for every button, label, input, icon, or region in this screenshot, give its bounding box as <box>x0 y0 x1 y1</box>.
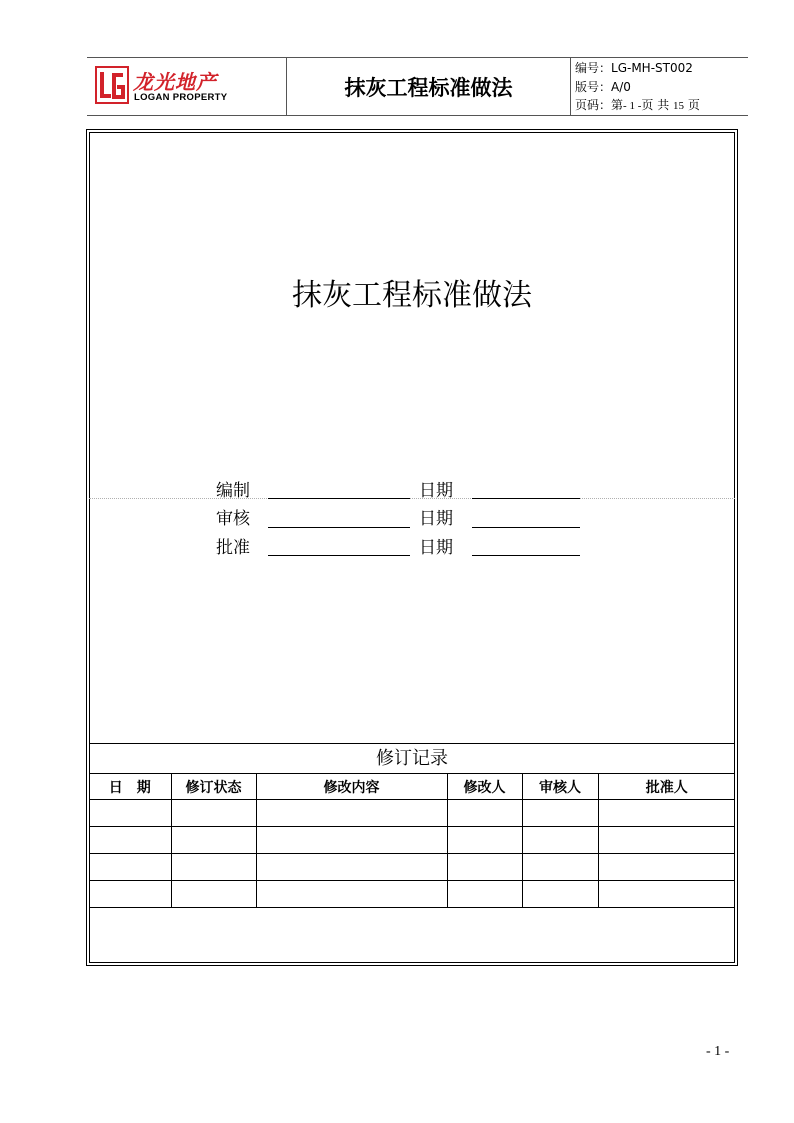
table-cell[interactable] <box>522 827 598 854</box>
table-cell[interactable] <box>171 800 256 827</box>
col-reviewed-by: 审核人 <box>522 774 598 800</box>
doc-page-label: 页码： <box>575 98 612 112</box>
table-cell[interactable] <box>256 827 447 854</box>
table-cell[interactable] <box>447 800 522 827</box>
page-current: - 1 - <box>623 100 642 112</box>
col-change-content: 修改内容 <box>256 774 447 800</box>
company-logo <box>87 58 287 115</box>
table-row <box>89 881 735 908</box>
logo-english-name: LOGAN PROPERTY <box>134 92 228 103</box>
approved-date-label: 日期 <box>419 538 453 558</box>
reviewed-date-line[interactable] <box>472 527 580 528</box>
page-mid: 页 <box>641 98 654 112</box>
doc-code-label: 编号： <box>575 61 612 75</box>
table-cell[interactable] <box>598 827 735 854</box>
table-cell[interactable] <box>256 800 447 827</box>
prepared-by-label: 编制 <box>216 481 250 501</box>
header-title: 抹灰工程标准做法 <box>287 58 571 115</box>
doc-version-value: A/0 <box>611 79 631 94</box>
col-modified-by: 修改人 <box>447 774 522 800</box>
logan-logo-icon <box>95 66 129 104</box>
table-row <box>89 800 735 827</box>
table-cell[interactable] <box>447 881 522 908</box>
table-cell[interactable] <box>171 881 256 908</box>
reviewed-date-label: 日期 <box>419 509 453 529</box>
page-prefix: 第 <box>611 98 624 112</box>
doc-version-label: 版号： <box>575 79 612 94</box>
table-cell[interactable] <box>598 881 735 908</box>
table-cell[interactable] <box>89 881 171 908</box>
table-cell[interactable] <box>522 800 598 827</box>
page-number: - 1 - <box>706 1044 730 1059</box>
header-meta <box>571 58 748 115</box>
reviewed-by-line[interactable] <box>268 527 410 528</box>
doc-code-value: LG-MH-ST002 <box>611 61 693 75</box>
table-cell[interactable] <box>89 827 171 854</box>
approved-date-line[interactable] <box>472 555 580 556</box>
table-cell[interactable] <box>171 854 256 881</box>
table-row <box>89 854 735 881</box>
page-total: 15 <box>673 100 685 112</box>
revision-caption: 修订记录 <box>376 748 448 769</box>
table-cell[interactable] <box>256 881 447 908</box>
revision-table <box>89 773 735 908</box>
doc-page-row <box>575 96 748 116</box>
dotted-divider <box>89 498 735 499</box>
table-cell[interactable] <box>522 854 598 881</box>
page-suffix: 页 <box>687 98 700 112</box>
table-row <box>89 827 735 854</box>
approved-by-label: 批准 <box>216 538 250 558</box>
reviewed-by-label: 审核 <box>216 509 250 529</box>
table-cell[interactable] <box>447 827 522 854</box>
prepared-date-line[interactable] <box>472 498 580 499</box>
page-total-prefix: 共 <box>657 98 670 112</box>
col-approved-by: 批准人 <box>598 774 735 800</box>
table-cell[interactable] <box>89 800 171 827</box>
table-cell[interactable] <box>447 854 522 881</box>
doc-version-row <box>575 78 748 97</box>
col-date: 日 期 <box>89 774 171 800</box>
table-cell[interactable] <box>89 854 171 881</box>
logo-chinese-name: 龙光地产 <box>133 70 217 94</box>
table-cell[interactable] <box>522 881 598 908</box>
table-cell[interactable] <box>171 827 256 854</box>
doc-code-row <box>575 59 748 78</box>
table-cell[interactable] <box>598 854 735 881</box>
cover-title: 抹灰工程标准做法 <box>292 278 532 313</box>
approved-by-line[interactable] <box>268 555 410 556</box>
prepared-by-line[interactable] <box>268 498 410 499</box>
table-cell[interactable] <box>256 854 447 881</box>
revision-header-row <box>89 774 735 800</box>
table-cell[interactable] <box>598 800 735 827</box>
document-header <box>87 57 748 116</box>
prepared-date-label: 日期 <box>419 481 453 501</box>
col-revision-status: 修订状态 <box>171 774 256 800</box>
